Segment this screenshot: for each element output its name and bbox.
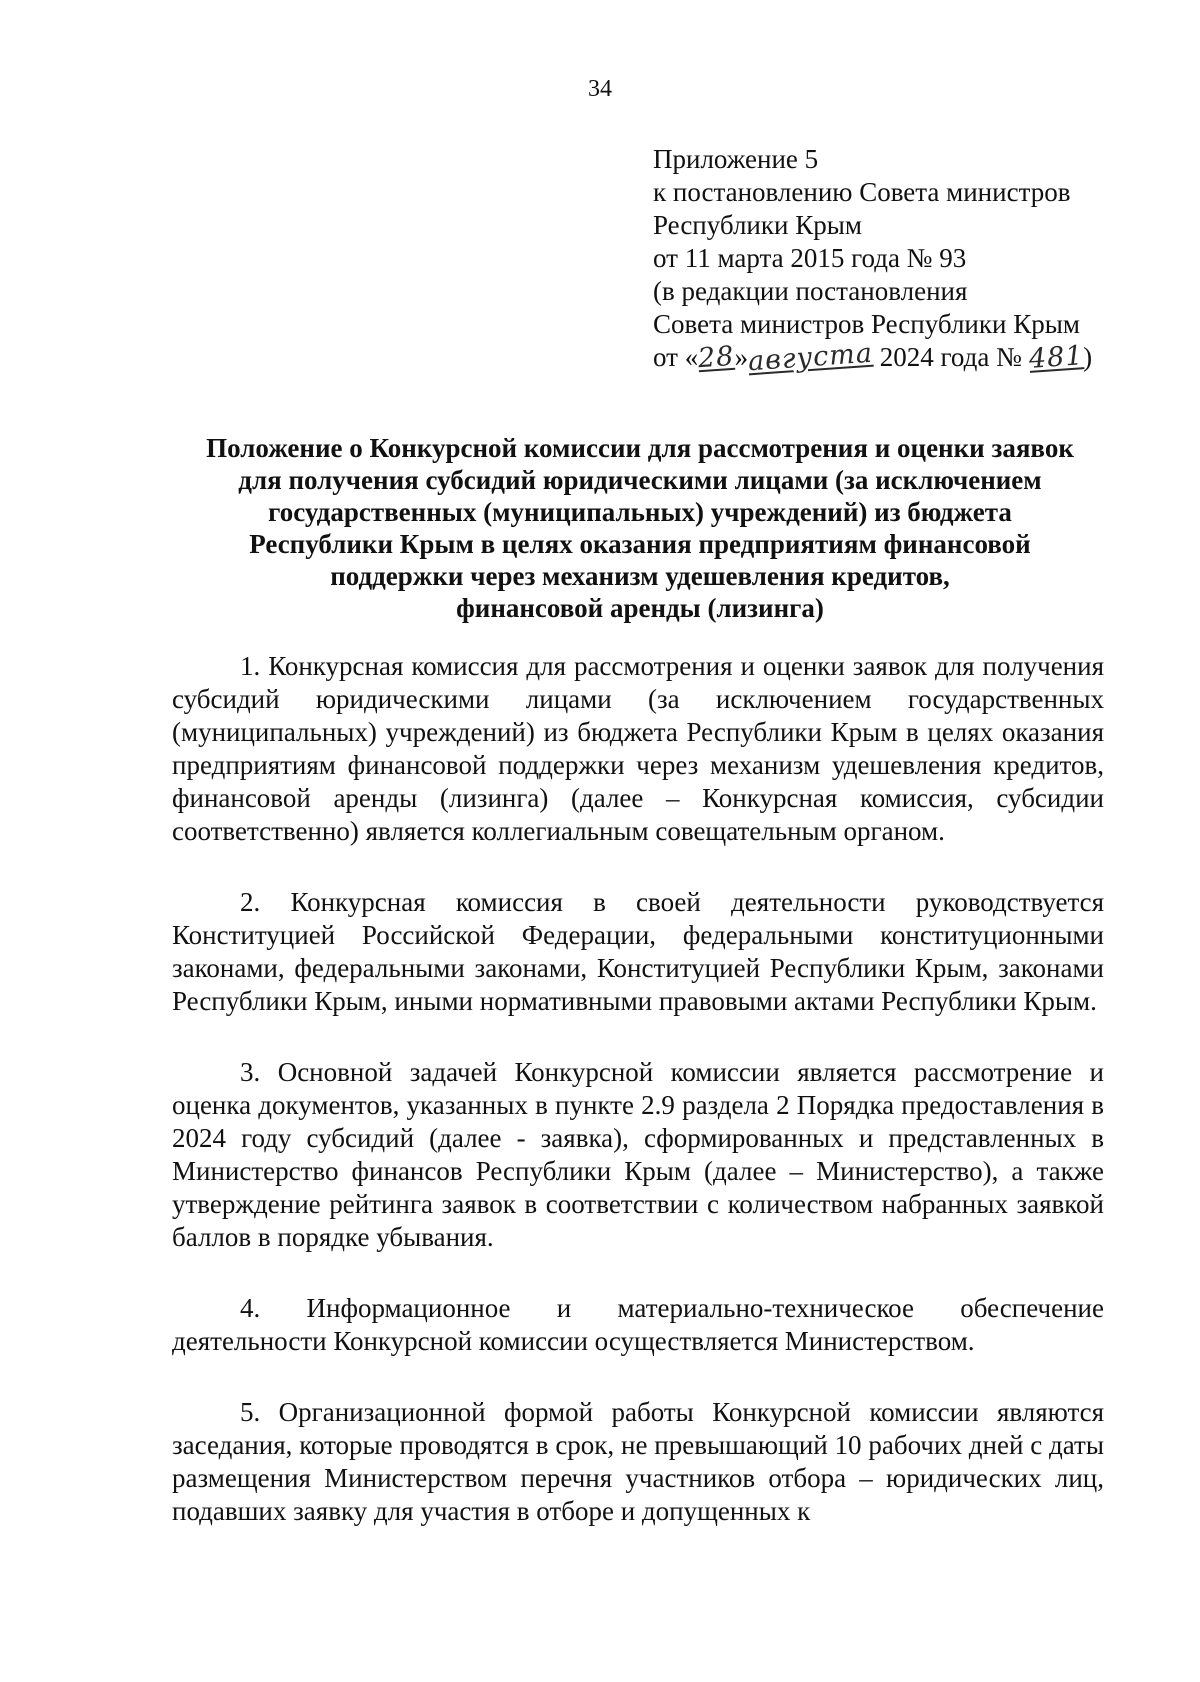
document-title [150, 432, 1130, 624]
annex-date-mid: » [734, 342, 749, 372]
annex-date-prefix: от « [653, 342, 699, 372]
annex-date-year: 2024 года № [873, 342, 1029, 372]
annex-line: Приложение 5 [653, 144, 819, 174]
title-line: финансовой аренды (лизинга) [456, 593, 824, 623]
annex-line: к постановлению Совета министров [653, 177, 1071, 207]
paragraph-1: 1. Конкурсная комиссия для рассмотрения и оценки заявок для получения субсидий юридическими лицами (за исключением государственных (муниципальных) учреждений) из бюджета Республики Крым в целях оказания предприятиям финансовой поддержки через механизм удешевления кредитов, финансовой аренды (лизинга) (далее – Конкурсная комиссия, субсидии соответственно) является коллегиальным совещательным органом. [172, 651, 1104, 846]
page-number: 34 [588, 76, 612, 102]
title-line: Республики Крым в целях оказания предприятиям финансовой [249, 529, 1031, 559]
title-line: Положение о Конкурсной комиссии для рассмотрения и оценки заявок [206, 433, 1074, 463]
title-line: для получения субсидий юридическими лицами (за исключением [238, 465, 1042, 495]
annex-date-line [653, 337, 1153, 378]
paragraph-4: 4. Информационное и материально-техническое обеспечение деятельности Конкурсной комиссии осуществляется Министерством. [172, 1293, 1104, 1356]
handwritten-month: августа [747, 337, 874, 378]
annex-line: от 11 марта 2015 года № 93 [653, 243, 967, 273]
title-line: государственных (муниципальных) учреждений) из бюджета [268, 497, 1012, 527]
title-line: поддержки через механизм удешевления кредитов, [330, 561, 950, 591]
handwritten-number: 481 [1027, 340, 1085, 375]
annex-line: Совета министров Республики Крым [653, 309, 1080, 339]
annex-line: Республики Крым [653, 210, 862, 240]
paragraph-3: 3. Основной задачей Конкурсной комиссии является рассмотрение и оценка документов, указанных в пункте 2.9 раздела 2 Порядка предоставления в 2024 году субсидий (далее - заявка), сформированных и представленных в Министерство финансов Республики Крым (далее – Министерство), а также утверждение рейтинга заявок в соответствии с количеством набранных заявкой баллов в порядке убывания. [172, 1057, 1104, 1252]
handwritten-day: 28 [697, 340, 736, 375]
annex-date-suffix: ) [1083, 342, 1093, 372]
annex-block [653, 143, 1153, 378]
paragraph-2: 2. Конкурсная комиссия в своей деятельности руководствуется Конституцией Российской Федерации, федеральными конституционными законами, федеральными законами, Конституцией Республики Крым, законами Республики Крым, иными нормативными правовыми актами Республики Крым. [172, 887, 1104, 1016]
document-body [172, 650, 1104, 1566]
annex-line: (в редакции постановления [653, 276, 968, 306]
paragraph-5: 5. Организационной формой работы Конкурсной комиссии являются заседания, которые проводятся в срок, не превышающий 10 рабочих дней с даты размещения Министерством перечня участников отбора – юридических лиц, подавших заявку для участия в отборе и допущенных к [172, 1397, 1104, 1526]
